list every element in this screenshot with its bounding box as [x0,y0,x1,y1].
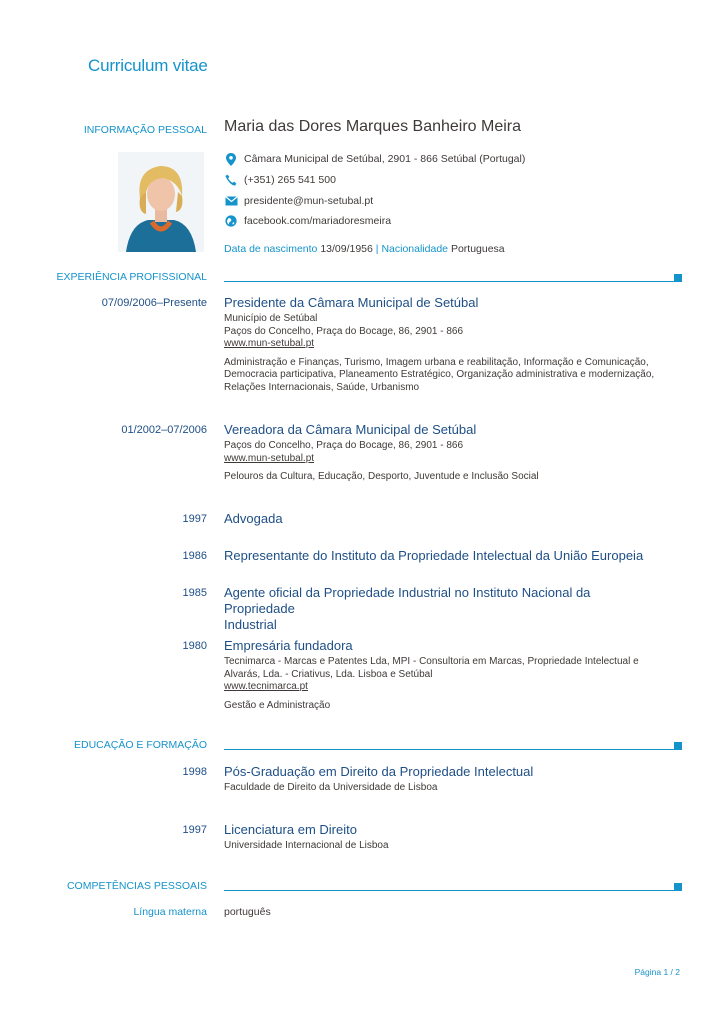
job-description-line: Democracia participativa, Planeamento Estratégico, Organização administrativa e modernização, [224,369,655,380]
section-marker [674,274,682,282]
phone-icon [224,173,238,187]
education-institution: Universidade Internacional de Lisboa [224,840,389,851]
education-title: Licenciatura em Direito [224,822,357,837]
address-text: Câmara Municipal de Setúbal, 2901 - 866 Setúbal (Portugal) [244,153,526,165]
nationality-label: Nacionalidade [381,243,449,255]
job-description-line: Gestão e Administração [224,699,331,711]
job-title: Empresária fundadora [224,638,353,653]
page-number: Página 1 / 2 [634,967,680,977]
mother-tongue-value: português [224,906,271,918]
email-icon [224,194,238,208]
job-title: Advogada [224,511,283,526]
website-text: facebook.com/mariadoresmeira [244,215,392,227]
education-institution: Faculdade de Direito da Universidade de Lisboa [224,782,438,793]
job-title-line: Agente oficial da Propriedade Industrial no Instituto Nacional da Propriedade [224,585,591,616]
education-date: 1998 [182,766,207,778]
job-description-line: Pelouros da Cultura, Educação, Desporto, Juventude e Inclusão Social [224,471,539,482]
location-pin-icon [224,152,238,166]
job-address: Paços do Concelho, Praça do Bocage, 86, 2901 - 866 [224,440,464,451]
section-label-experience: EXPERIÊNCIA PROFISSIONAL [56,271,207,283]
section-label-education: EDUCAÇÃO E FORMAÇÃO [73,739,207,751]
education-date: 1997 [182,824,207,836]
contact-address [224,152,525,166]
mother-tongue-label: Língua materna [133,906,207,918]
job-entry [224,548,664,564]
job-link[interactable]: www.tecnimarca.pt [224,681,308,692]
profile-photo [118,152,204,252]
job-date: 1980 [182,640,207,652]
section-marker [674,883,682,891]
document-title: Curriculum vitae [88,56,208,75]
job-entry [224,295,664,394]
job-date: 1985 [182,587,207,599]
email-text: presidente@mun-setubal.pt [244,195,374,207]
job-entry [224,638,664,712]
globe-icon [224,214,238,228]
job-entry [224,585,664,633]
separator: | [375,243,379,255]
birth-nationality-line [224,243,505,255]
contact-email [224,194,373,208]
job-date: 01/2002–07/2006 [121,424,207,436]
contact-phone [224,173,336,187]
job-title: Presidente da Câmara Municipal de Setúbal [224,295,479,310]
section-divider [224,749,676,750]
education-entry [224,764,664,795]
job-title: Vereadora da Câmara Municipal de Setúbal [224,422,477,437]
job-title-line: Industrial [224,617,277,632]
job-link[interactable]: www.mun-setubal.pt [224,338,315,349]
job-description-line: Relações Internacionais, Saúde, Urbanismo [224,381,420,393]
education-title: Pós-Graduação em Direito da Propriedade Intelectual [224,764,534,779]
job-employer-line: Tecnimarca - Marcas e Patentes Lda, MPI - Consultoria em Marcas, Propriedade Intelectual e [224,656,639,667]
section-marker [674,742,682,750]
section-divider [224,281,676,282]
contact-website [224,214,391,228]
birth-value: 13/09/1956 [320,243,373,255]
phone-text: (+351) 265 541 500 [244,174,336,186]
job-date: 07/09/2006–Presente [101,297,207,309]
job-link[interactable]: www.mun-setubal.pt [224,452,315,464]
job-date: 1986 [182,550,207,562]
person-name: Maria das Dores Marques Banheiro Meira [224,118,522,135]
job-description-line: Administração e Finanças, Turismo, Imagem urbana e reabilitação, Informação e Comunicação, [224,356,649,368]
section-divider [224,890,676,891]
job-address: Paços do Concelho, Praça do Bocage, 86, 2901 - 866 [224,325,464,337]
job-employer-line: Alvarás, Lda. - Criativus, Lda. Lisboa e Setúbal [224,668,433,680]
job-entry [224,422,664,484]
job-entry [224,511,664,527]
birth-label: Data de nascimento [224,243,318,255]
section-label-personal: INFORMAÇÃO PESSOAL [83,124,207,136]
education-entry [224,822,664,853]
job-date: 1997 [182,513,207,525]
job-title: Representante do Instituto da Propriedade Intelectual da União Europeia [224,548,644,563]
job-employer: Município de Setúbal [224,313,318,324]
nationality-value: Portuguesa [450,243,505,255]
section-label-skills: COMPETÊNCIAS PESSOAIS [66,880,207,892]
